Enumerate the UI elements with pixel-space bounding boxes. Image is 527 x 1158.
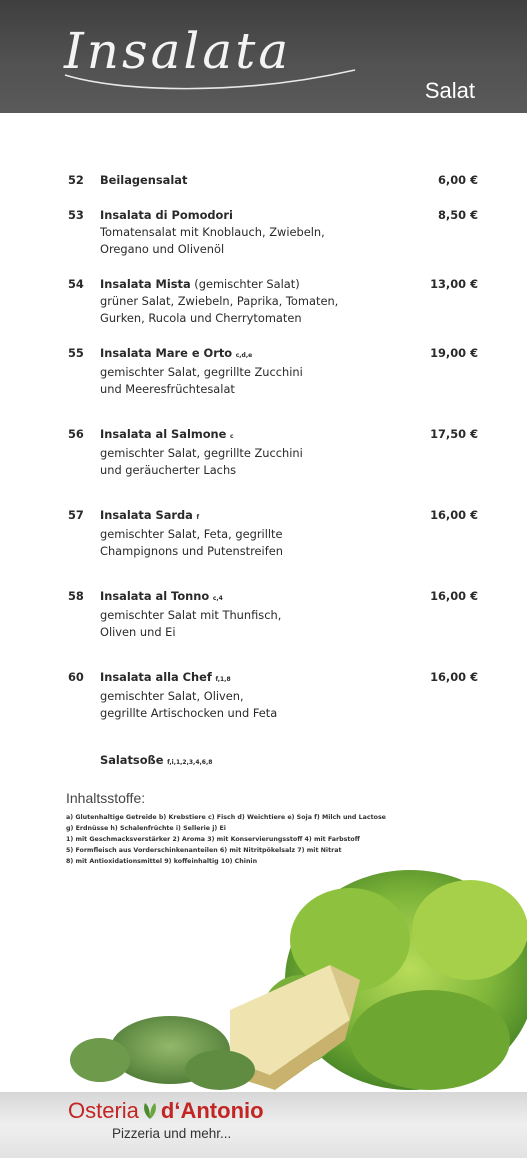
item-allergen-codes: c,d,e <box>235 352 253 359</box>
item-description-line: Oliven und Ei <box>100 625 176 639</box>
allergen-lines <box>66 812 466 867</box>
item-body <box>100 752 408 771</box>
item-name: Insalata al Salmone <box>100 427 227 441</box>
item-number: 56 <box>68 427 84 441</box>
allergen-line: 5) Formfleisch aus Vorderschinkenanteilen 6) mit Nitritpökelsalz 7) mit Nitrat <box>66 847 342 854</box>
allergen-line: 8) mit Antioxidationsmittel 9) koffeinhaltig 10) Chinin <box>66 858 258 865</box>
menu-list <box>68 172 478 771</box>
menu-item <box>68 507 478 560</box>
item-description-line: gemischter Salat mit Thunfisch, <box>100 608 282 622</box>
item-description-line: gegrillte Artischocken und Feta <box>100 706 278 720</box>
menu-item <box>68 669 478 722</box>
item-number: 53 <box>68 208 84 222</box>
item-name: Insalata al Tonno <box>100 589 210 603</box>
item-description-line: und geräucherter Lachs <box>100 463 237 477</box>
item-body <box>100 507 408 560</box>
item-name: Insalata alla Chef <box>100 670 212 684</box>
item-description-line: gemischter Salat, gegrillte Zucchini <box>100 446 303 460</box>
menu-item <box>68 752 478 771</box>
item-description-line: Tomatensalat mit Knoblauch, Zwiebeln, <box>100 225 325 239</box>
item-name-translation: (gemischter Salat) <box>190 277 300 291</box>
item-body <box>100 207 408 258</box>
restaurant-logo <box>68 1098 264 1124</box>
section-title: Insalata <box>64 22 292 80</box>
item-price: 19,00 € <box>430 346 478 360</box>
item-body <box>100 426 408 479</box>
brand-name-part2: d‘Antonio <box>160 1098 264 1123</box>
item-price: 17,50 € <box>430 427 478 441</box>
herb-leaf-icon <box>141 1102 159 1120</box>
item-name: Insalata Mare e Orto <box>100 346 233 360</box>
item-number: 60 <box>68 670 84 684</box>
item-description-line: Champignons und Putenstreifen <box>100 544 283 558</box>
allergen-line: a) Glutenhaltige Getreide b) Krebstiere c) Fisch d) Weichtiere e) Soja f) Milch und Lactose <box>66 814 386 821</box>
item-body <box>100 345 408 398</box>
menu-item <box>68 207 478 258</box>
menu-item <box>68 426 478 479</box>
allergen-line: 1) mit Geschmacksverstärker 2) Aroma 3) mit Konservierungsstoff 4) mit Farbstoff <box>66 836 360 843</box>
menu-item <box>68 588 478 641</box>
allergen-line: g) Erdnüsse h) Schalenfrüchte i) Sellerie j) Ei <box>66 825 226 832</box>
menu-item <box>68 276 478 327</box>
item-number: 58 <box>68 589 84 603</box>
menu-item <box>68 345 478 398</box>
section-subtitle: Salat <box>424 78 475 103</box>
footer-bar <box>0 1092 527 1158</box>
item-number: 52 <box>68 173 84 187</box>
item-name: Insalata Mista <box>100 277 191 291</box>
item-price: 16,00 € <box>430 589 478 603</box>
item-allergen-codes: f <box>196 514 200 521</box>
item-name: Beilagensalat <box>100 173 188 187</box>
brand-tagline: Pizzeria und mehr... <box>112 1126 232 1141</box>
item-number: 54 <box>68 277 84 291</box>
salad-cheese-photo <box>0 870 527 1092</box>
item-body <box>100 172 408 189</box>
item-allergen-codes: f,1,8 <box>215 676 231 683</box>
item-name: Insalata di Pomodori <box>100 208 233 222</box>
item-allergen-codes: f,i,1,2,3,4,6,8 <box>167 759 213 766</box>
item-price: 16,00 € <box>430 670 478 684</box>
item-body <box>100 588 408 641</box>
item-description-line: und Meeresfrüchtesalat <box>100 382 235 396</box>
item-description-line: gemischter Salat, gegrillte Zucchini <box>100 365 303 379</box>
item-body <box>100 276 408 327</box>
item-price: 13,00 € <box>430 277 478 291</box>
brand-name-part1: Osteria <box>68 1098 139 1123</box>
menu-item <box>68 172 478 189</box>
item-description-line: gemischter Salat, Feta, gegrillte <box>100 527 283 541</box>
menu-header <box>0 0 527 113</box>
item-allergen-codes: c <box>230 433 234 440</box>
item-description-line: gemischter Salat, Oliven, <box>100 689 244 703</box>
item-number: 57 <box>68 508 84 522</box>
allergen-legend <box>66 790 466 867</box>
item-description-line: grüner Salat, Zwiebeln, Paprika, Tomaten, <box>100 294 339 308</box>
item-description-line: Gurken, Rucola und Cherrytomaten <box>100 311 302 325</box>
item-description-line: Oregano und Olivenöl <box>100 242 225 256</box>
item-allergen-codes: c,4 <box>212 595 223 602</box>
item-body <box>100 669 408 722</box>
item-name: Insalata Sarda <box>100 508 193 522</box>
item-name: Salatsoße <box>100 753 164 767</box>
item-number: 55 <box>68 346 84 360</box>
item-price: 6,00 € <box>438 173 478 187</box>
item-price: 8,50 € <box>438 208 478 222</box>
allergen-title: Inhaltsstoffe: <box>66 790 146 806</box>
item-price: 16,00 € <box>430 508 478 522</box>
